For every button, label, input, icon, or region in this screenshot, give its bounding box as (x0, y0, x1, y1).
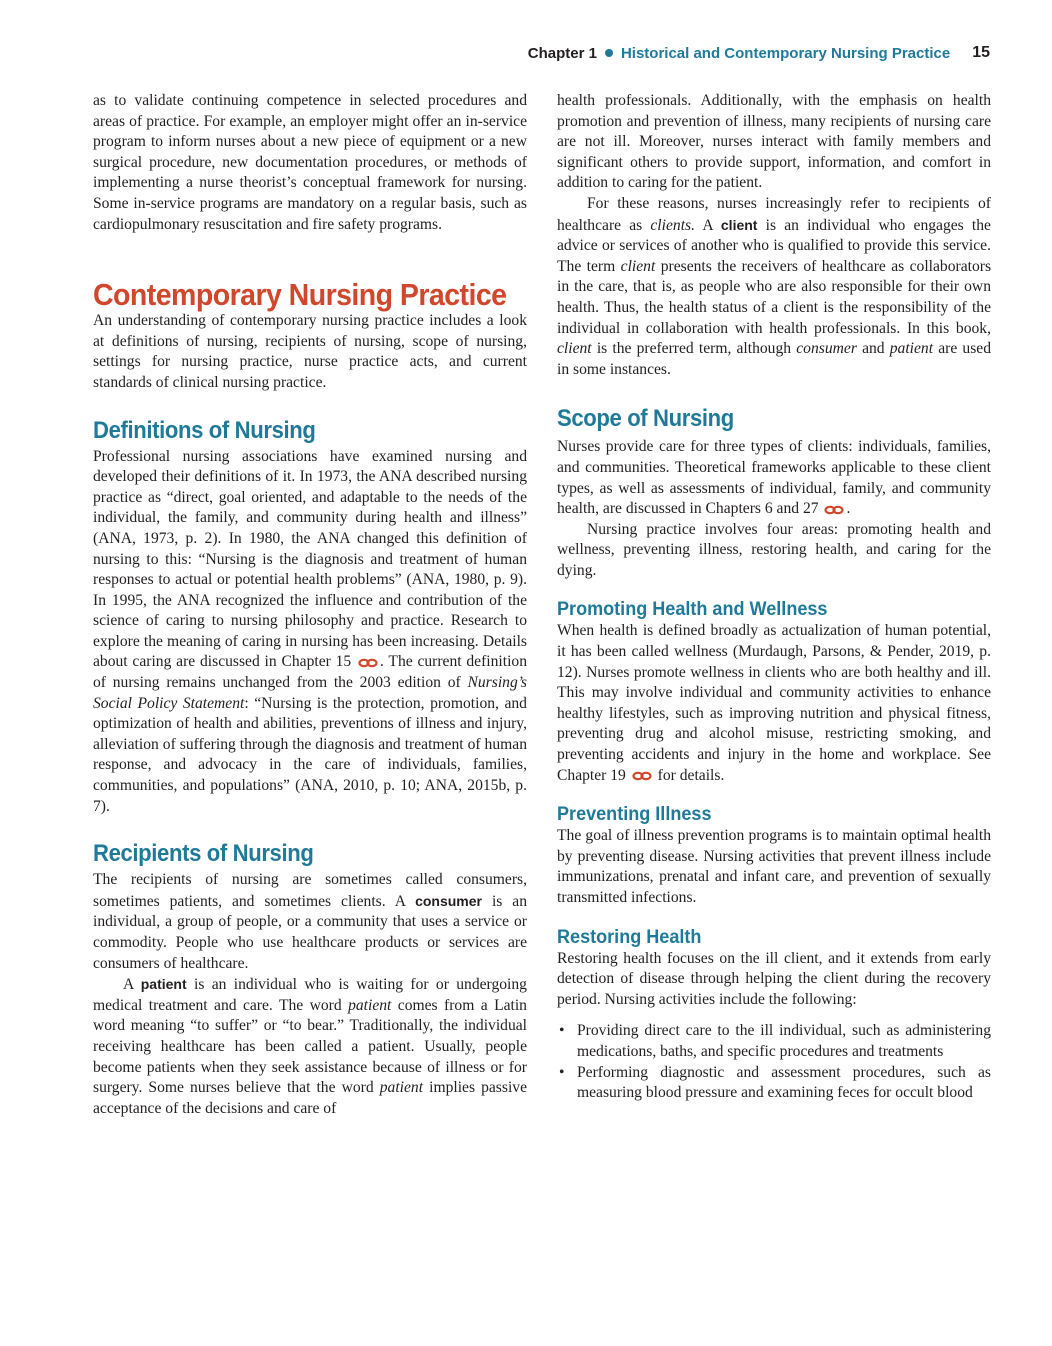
left-column (93, 91, 527, 1119)
running-head (528, 44, 990, 62)
contemporary-paragraph: An understanding of contemporary nursing practice includes a look at definitions of nursing, recipients of nursing, scope of nursing, settings for nursing practice, nurse practice acts, and current standards of clinical nursing practice. (93, 312, 527, 391)
promoting-paragraph: When health is defined broadly as actualization of human potential, it has been called wellness (Murdaugh, Parsons, & Pender, 2019, p. 12). Nurses promote wellness in clients who are both healthy and ill. This may involve individual and community activities to enhance healthy lifestyles, such as improving nutrition and physical fitness, preventing drug and alcohol misuse, restricting smoking, and preventing accidents and injury in the home and workplace. See Chapter 19 for details. (557, 622, 991, 784)
keyword-client: client (720, 216, 758, 233)
chapter-title: Historical and Contemporary Nursing Practice (620, 44, 951, 62)
heading-recipients-of-nursing: Recipients of Nursing (93, 840, 314, 868)
heading-restoring-health: Restoring Health (557, 926, 702, 948)
list-item: • Providing direct care to the ill individual, such as administering medications, baths, and specific procedures and treatments (557, 1021, 991, 1062)
bullet-dot-icon (605, 49, 613, 57)
restoring-bullet-list (557, 1021, 991, 1103)
list-item: • Performing diagnostic and assessment procedures, such as measuring blood pressure and examining feces for occult blood (557, 1063, 991, 1104)
preventing-paragraph: The goal of illness prevention programs is to maintain optimal health by preventing disease. Nursing activities that prevent illness include immunizations, prenatal and infant care, and prevention of sexually transmitted infections. (557, 827, 991, 906)
page-number: 15 (972, 44, 990, 61)
scope-paragraph: Nurses provide care for three types of clients: individuals, families, and communities. Theoretical frameworks applicable to these client types, as well as assessments of individual, family, and community health, are discussed in Chapters 6 and 27 . (557, 438, 991, 518)
keyword-patient: patient (140, 976, 187, 993)
heading-contemporary-nursing-practice: Contemporary Nursing Practice (93, 277, 507, 313)
four-areas-paragraph: Nursing practice involves four areas: promoting health and wellness, preventing illness, restoring health, and caring for the dying. (557, 520, 991, 579)
heading-preventing-illness: Preventing Illness (557, 804, 712, 826)
keyword-consumer: consumer (415, 892, 482, 909)
link-icon[interactable] (632, 771, 652, 781)
heading-definitions-of-nursing: Definitions of Nursing (93, 416, 316, 444)
client-paragraph: For these reasons, nurses increasingly refer to recipients of healthcare as clients. A client is an individual who engages the advice or services of another who is qualified to provide this service. The term client presents the receivers of healthcare as collaborators in the care, that is, as people who are also responsible for their own health. Thus, the health status of a client is the responsibility of the individual in collaboration with health professionals. In this book, client is the preferred term, although consumer and patient are used in some instances. (557, 194, 992, 378)
definitions-paragraph: Professional nursing associations have examined nursing and developed their definitions of it. In 1973, the ANA described nursing practice as “direct, goal oriented, and adaptable to the needs of the individual, the family, and community during health and illness” (ANA, 1973, p. 2). In 1980, the ANA changed this definition of nursing to this: “Nursing is the diagnosis and treatment of human responses to actual or potential health problems” (ANA, 1980, p. 9). In 1995, the ANA recognized the influence and contribution of the science of caring to nursing philosophy and practice. Research to explore the meaning of caring in nursing has been increasing. Details about caring are discussed in Chapter 15 . The current definition of nursing remains unchanged from the 2003 edition of Nursing’s Social Policy Statement: “Nursing is the protection, promotion, and optimization of health and abilities, preventions of illness and injury, alleviation of suffering through the diagnosis and treatment of human response, and advocacy in the care of individuals, families, communities, and populations” (ANA, 2010, p. 10; ANA, 2015b, p. 7). (93, 447, 528, 815)
continuation-paragraph: health professionals. Additionally, with the emphasis on health promotion and prevention of illness, many recipients of nursing care are not ill. Moreover, nurses interact with family members and significant others to provide support, information, and comfort in addition to caring for the patient. (557, 92, 991, 192)
heading-scope-of-nursing: Scope of Nursing (557, 405, 734, 433)
link-icon[interactable] (358, 658, 378, 668)
intro-paragraph: as to validate continuing competence in selected procedures and areas of practice. For example, an employer might offer an in-service program to inform nurses about a new piece of equipment or a new surgical procedure, new documentation procedures, or methods of implementing a nurse theorist’s conceptual framework for nursing. Some in-service programs are mandatory on a regular basis, such as cardiopulmonary resuscitation and fire safety programs. (93, 92, 527, 233)
restoring-paragraph: Restoring health focuses on the ill client, and it extends from early detection of disease through helping the client during the recovery period. Nursing activities include the following: (557, 949, 991, 1008)
recipients-paragraph: The recipients of nursing are sometimes called consumers, sometimes patients, and sometimes clients. A consumer is an individual, a group of people, or a community that uses a service or commodity. People who use healthcare products or services are consumers of healthcare. (93, 871, 527, 972)
heading-promoting-health: Promoting Health and Wellness (557, 599, 828, 621)
link-icon[interactable] (824, 505, 844, 515)
chapter-label: Chapter 1 (527, 44, 597, 62)
patient-paragraph: A patient is an individual who is waiting for or undergoing medical treatment and care. The word patient comes from a Latin word meaning “to suffer” or “to bear.” Traditionally, the individual receiving healthcare has been called a patient. Usually, people become patients when they seek assistance because of illness or for surgery. Some nurses believe that the word patient implies passive acceptance of the decisions and care of (93, 976, 527, 1117)
right-column (557, 91, 991, 1104)
